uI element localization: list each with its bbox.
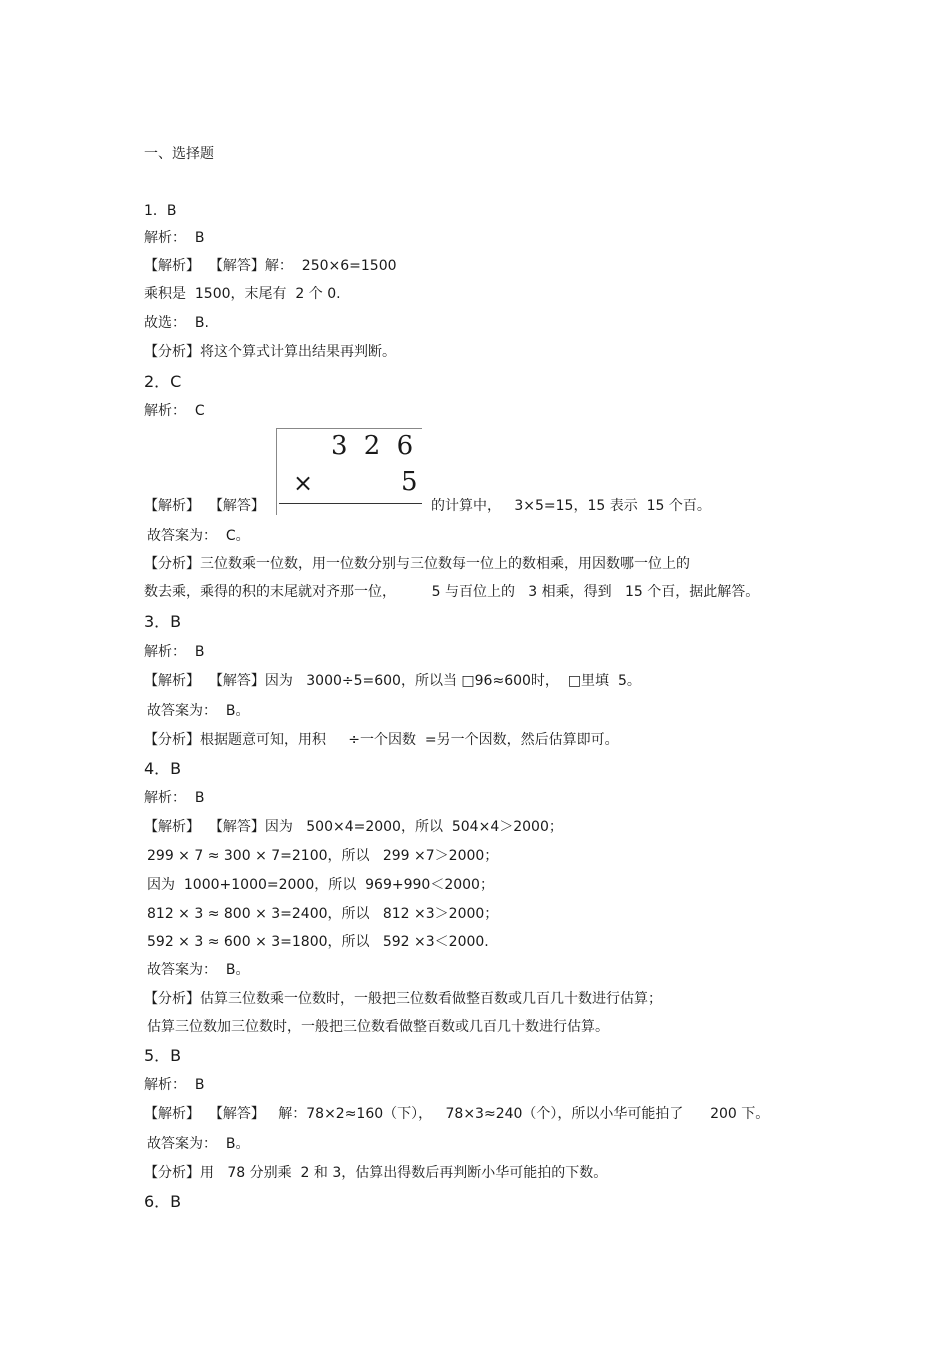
q4-line-5: 592 × 3 ≈ 600 × 3=1800，所以 592 ×3＜2000. — [147, 934, 489, 950]
q4-line-4: 812 × 3 ≈ 800 × 3=2400，所以 812 ×3＞2000； — [147, 906, 499, 922]
q2-answer: 故答案为： C。 — [147, 528, 250, 544]
section-title: 一、选择题 — [144, 146, 214, 162]
vertical-multiplication — [276, 428, 422, 515]
q5-jiexi: 解析： B — [144, 1077, 205, 1093]
q4-line-3: 因为 1000+1000=2000，所以 969+990＜2000； — [147, 877, 494, 893]
q1-detail: 【解析】 【解答】解： 250×6=1500 — [144, 258, 397, 274]
q3-jiexi: 解析： B — [144, 644, 205, 660]
q1-analysis: 【分析】将这个算式计算出结果再判断。 — [144, 344, 396, 360]
q2-analysis-2: 数去乘，乘得的积的末尾就对齐那一位， 5 与百位上的 3 相乘，得到 15 个百，据此解答。 — [144, 584, 760, 600]
q4-answer: 故答案为： B。 — [147, 962, 250, 978]
q4-jiexi: 解析： B — [144, 790, 205, 806]
q5-answer: 故答案为： B。 — [147, 1136, 250, 1152]
q1-line2: 乘积是 1500，末尾有 2 个 0. — [144, 286, 341, 302]
q1-choose: 故选： B. — [144, 315, 209, 331]
q1-number: 1．B — [144, 203, 177, 219]
q4-line-2: 299 × 7 ≈ 300 × 7=2100，所以 299 ×7＞2000； — [147, 848, 499, 864]
q4-analysis-1: 【分析】估算三位数乘一位数时，一般把三位数看做整百数或几百几十数进行估算； — [144, 991, 662, 1007]
q1-jiexi: 解析： B — [144, 230, 205, 246]
q6-number: 6．B — [144, 1192, 182, 1211]
q4-number: 4．B — [144, 759, 182, 778]
q4-detail: 【解析】 【解答】因为 500×4=2000，所以 504×4＞2000； — [144, 819, 563, 835]
q5-number: 5．B — [144, 1046, 182, 1065]
q3-analysis: 【分析】根据题意可知，用积 ÷一个因数 =另一个因数，然后估算即可。 — [144, 732, 619, 748]
vertical-times-sign: × — [293, 469, 314, 497]
q3-number: 3．B — [144, 612, 182, 631]
q2-number: 2．C — [144, 372, 182, 391]
vertical-bottom-digit: 5 — [401, 467, 418, 497]
vertical-top-digits: 3 2 6 — [331, 431, 418, 461]
q4-analysis-2: 估算三位数加三位数时，一般把三位数看做整百数或几百几十数进行估算。 — [147, 1019, 609, 1035]
q5-analysis: 【分析】用 78 分别乘 2 和 3，估算出得数后再判断小华可能拍的下数。 — [144, 1165, 608, 1181]
q2-detail-pre: 【解析】 【解答】 — [144, 498, 265, 514]
q2-analysis-1: 【分析】三位数乘一位数，用一位数分别与三位数每一位上的数相乘，用因数哪一位上的 — [144, 556, 690, 572]
q3-answer: 故答案为： B。 — [147, 703, 250, 719]
q5-detail: 【解析】 【解答】 解：78×2≈160（下）， 78×3≈240（个），所以小华可能拍了 200 下。 — [144, 1106, 770, 1122]
vertical-result-line — [279, 503, 422, 504]
q2-jiexi: 解析： C — [144, 403, 205, 419]
q3-detail: 【解析】 【解答】因为 3000÷5=600，所以当 □96≈600时， □里填 5。 — [144, 673, 641, 689]
q2-detail-post: 的计算中， 3×5=15，15 表示 15 个百。 — [431, 498, 711, 514]
